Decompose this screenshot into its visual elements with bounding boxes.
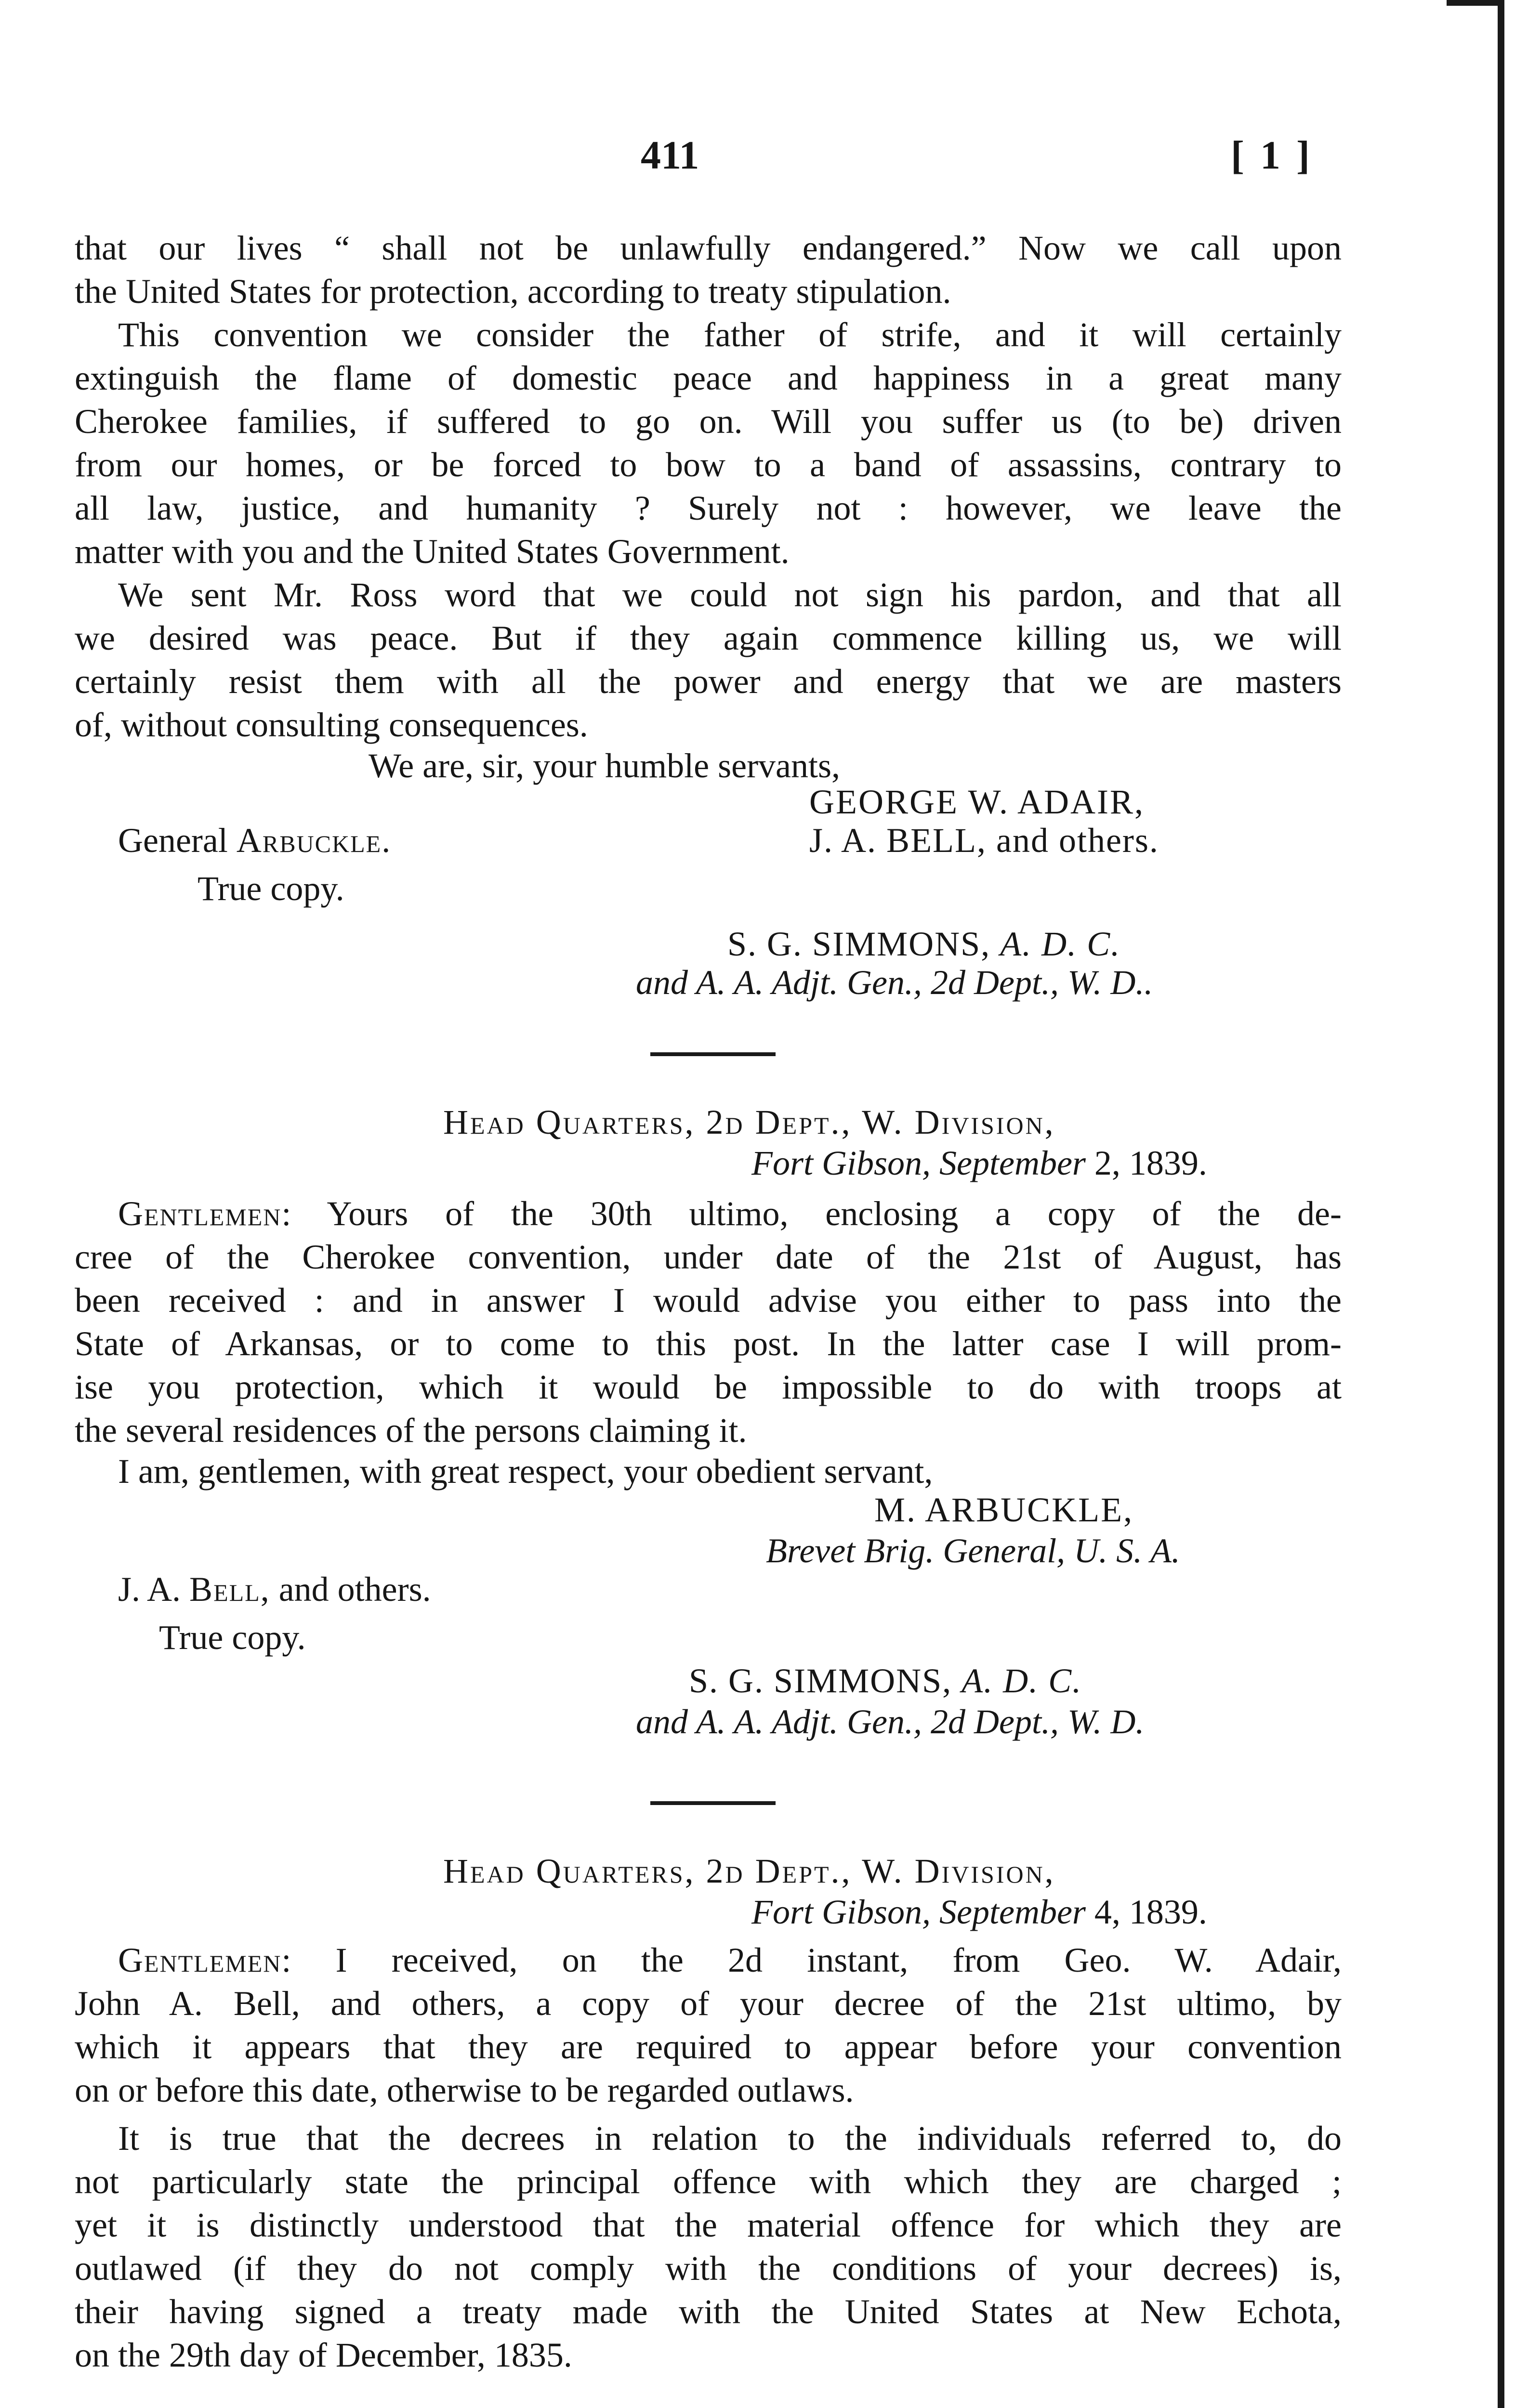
letter1-line-11: certainly resist them with all the power and energy that we are masters	[75, 662, 1342, 701]
letter2-line-2: cree of the Cherokee convention, under date of the 21st of August, has	[75, 1238, 1342, 1276]
letter1-line-12: of, without consulting consequences.	[75, 706, 588, 744]
letter2-line-6: the several residences of the persons claiming it.	[75, 1411, 747, 1450]
letter1-signer-1: GEORGE W. ADAIR,	[809, 783, 1145, 821]
letter2-heading: Head Quarters, 2d Dept., W. Division,	[443, 1103, 1055, 1141]
place-date-day: 2, 1839.	[1094, 1144, 1207, 1182]
letter1-line-7: all law, justice, and humanity ? Surely not : however, we leave the	[75, 489, 1342, 527]
place-date-prefix: Fort Gibson, September	[751, 1893, 1094, 1931]
addressee-name: Arbuckle.	[236, 821, 392, 860]
letter3-line-3: which it appears that they are required to appear before your convention	[75, 2028, 1342, 2066]
addressee-name: Bell,	[189, 1570, 270, 1609]
section-divider-1	[650, 1052, 776, 1056]
addressee-prefix: General	[118, 821, 237, 860]
letter3-line-7: yet it is distinctly understood that the material offence for which they are	[75, 2206, 1342, 2244]
letter1-true-copy: True copy.	[198, 869, 344, 908]
letter2-line-4: State of Arkansas, or to come to this post. In the latter case I will prom-	[75, 1324, 1342, 1363]
letter3-line-8: outlawed (if they do not comply with the conditions of your decrees) is,	[75, 2249, 1342, 2288]
letter3-line-1-text: : I received, on the 2d instant, from Geo. W. Adair,	[281, 1941, 1342, 1979]
letter1-line-9: We sent Mr. Ross word that we could not sign his pardon, and that all	[118, 576, 1342, 614]
letter1-line-1: that our lives “ shall not be unlawfully endangered.” Now we call upon	[75, 229, 1342, 267]
letter2-attestation	[689, 1659, 1082, 1702]
page-edge-top	[1447, 0, 1504, 6]
letter1-line-6: from our homes, or be forced to bow to a band of assassins, contrary to	[75, 445, 1342, 484]
letter1-line-4: extinguish the flame of domestic peace and happiness in a great many	[75, 359, 1342, 397]
letter2-place-date	[751, 1141, 1207, 1185]
document-number: [ 1 ]	[1231, 133, 1313, 178]
letter1-line-3: This convention we consider the father of strife, and it will certainly	[118, 315, 1342, 354]
letter2-addressee	[118, 1568, 431, 1611]
letter1-signer-2: J. A. BELL, and others.	[809, 821, 1159, 860]
attest-name: S. G. SIMMONS,	[727, 925, 1001, 963]
letter3-heading: Head Quarters, 2d Dept., W. Division,	[443, 1852, 1055, 1890]
section-divider-2	[650, 1801, 776, 1805]
letter1-attest-line-2: and A. A. Adjt. Gen., 2d Dept., W. D..	[636, 963, 1153, 1002]
page-edge	[1498, 0, 1504, 2408]
letter1-closing: We are, sir, your humble servants,	[369, 746, 841, 785]
attest-title: A. D. C.	[962, 1662, 1082, 1700]
letter2-attest-line-2: and A. A. Adjt. Gen., 2d Dept., W. D.	[636, 1702, 1145, 1741]
letter1-line-10: we desired was peace. But if they again commence killing us, we will	[75, 619, 1342, 657]
letter2-signer: M. ARBUCKLE,	[874, 1491, 1134, 1529]
letter1-line-5: Cherokee families, if suffered to go on. Will you suffer us (to be) driven	[75, 402, 1342, 441]
letter3-line-4: on or before this date, otherwise to be regarded outlaws.	[75, 2071, 854, 2109]
letter1-line-8: matter with you and the United States Government.	[75, 532, 790, 571]
letter2-line-1-text: : Yours of the 30th ultimo, enclosing a copy of the de-	[281, 1194, 1342, 1233]
page-number: 411	[641, 133, 699, 178]
attest-name: S. G. SIMMONS,	[689, 1662, 962, 1700]
letter3-line-9: their having signed a treaty made with the United States at New Echota,	[75, 2292, 1342, 2331]
letter2-line-5: ise you protection, which it would be impossible to do with troops at	[75, 1368, 1342, 1406]
salutation: Gentlemen	[118, 1194, 282, 1233]
letter3-line-6: not particularly state the principal offence with which they are charged ;	[75, 2162, 1342, 2201]
letter2-line-3: been received : and in answer I would advise you either to pass into the	[75, 1281, 1342, 1320]
attest-title: A. D. C.	[1000, 925, 1121, 963]
salutation: Gentlemen	[118, 1941, 282, 1979]
letter3-line-5: It is true that the decrees in relation to the individuals referred to, do	[118, 2119, 1342, 2158]
place-date-day: 4, 1839.	[1094, 1893, 1207, 1931]
letter1-addressee	[118, 819, 391, 862]
letter3-line-10: on the 29th day of December, 1835.	[75, 2336, 572, 2374]
letter2-true-copy: True copy.	[159, 1618, 306, 1657]
addressee-initials: J. A.	[118, 1570, 190, 1609]
letter2-closing: I am, gentlemen, with great respect, your obedient servant,	[118, 1452, 933, 1491]
place-date-prefix: Fort Gibson, September	[751, 1144, 1094, 1182]
letter1-line-2: the United States for protection, according to treaty stipulation.	[75, 272, 951, 311]
letter2-signer-title: Brevet Brig. General, U. S. A.	[766, 1531, 1180, 1570]
letter1-attestation	[727, 922, 1120, 966]
addressee-suffix: and others.	[270, 1570, 431, 1609]
letter3-place-date	[751, 1890, 1207, 1934]
letter3-line-2: John A. Bell, and others, a copy of your decree of the 21st ultimo, by	[75, 1984, 1342, 2023]
letter2-line-1	[118, 1192, 1342, 1235]
letter3-line-1	[118, 1938, 1342, 1982]
